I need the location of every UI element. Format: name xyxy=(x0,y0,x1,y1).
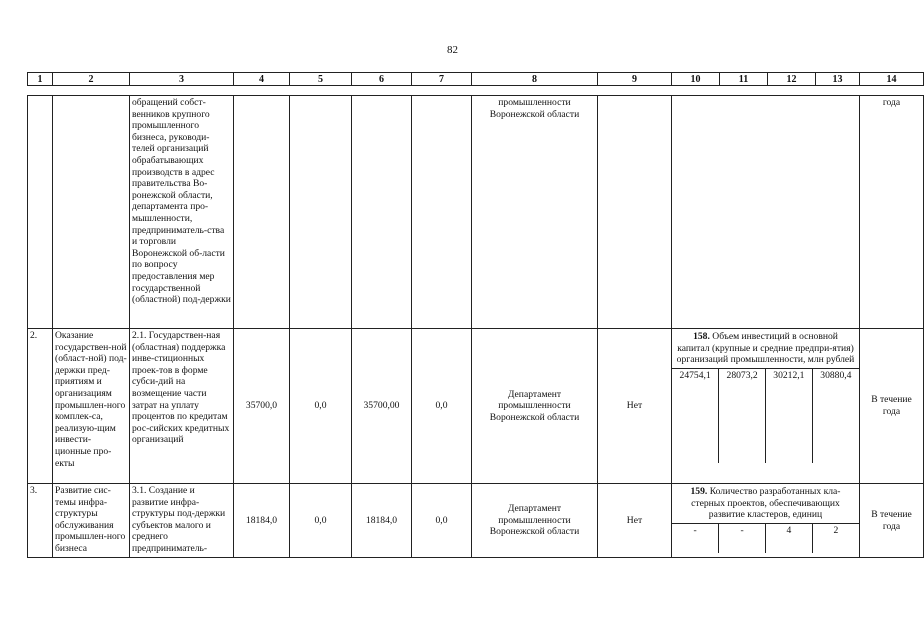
header-col-10: 10 xyxy=(672,73,720,86)
indicator-value: 24754,1 xyxy=(672,368,719,463)
executor-cell: Департамент промышленности Воронежской области xyxy=(472,484,598,558)
indicator-text: Объем инвестиций в основной капитал (крупные и средние предпри-ятия) организаций промышленности, млн рублей xyxy=(676,331,855,366)
event-cell: 3.1. Создание и развитие инфра-структуры под-держки субъектов малого и среднего предприниматель- xyxy=(130,484,234,558)
indicator-value: 30212,1 xyxy=(766,368,813,463)
header-col-11: 11 xyxy=(720,73,768,86)
term-cell: В течение года xyxy=(860,484,924,558)
header-col-6: 6 xyxy=(352,73,412,86)
event-cell: обращений собст-венников крупного промышленного бизнеса, руководи-телей организаций обрабатывающих производств в адрес правительства Во-ронежской области, департамента про-мышленности, предприниматель-ства и торговли Воронежской об-ласти по вопросу предоставления мер государственной (областной) под-держки xyxy=(130,96,234,329)
header-col-2: 2 xyxy=(53,73,130,86)
funding-total xyxy=(234,96,290,329)
header-col-9: 9 xyxy=(598,73,672,86)
indicator-title xyxy=(672,329,859,368)
indicator-cell xyxy=(672,484,860,558)
table-row xyxy=(28,96,924,329)
page-number: 82 xyxy=(447,44,458,56)
table-row xyxy=(28,484,924,558)
header-col-3: 3 xyxy=(130,73,234,86)
funding-regional: 18184,0 xyxy=(352,484,412,558)
task-cell: Оказание государствен-ной (област-ной) под-держки пред-приятиям и организациям промышлен-ного комплек-са, реализую-щим инвести-ционные про-екты xyxy=(53,329,130,484)
table-row xyxy=(28,329,924,484)
funding-federal: 0,0 xyxy=(290,329,352,484)
funding-other: 0,0 xyxy=(412,329,472,484)
executor-cell: промышленности Воронежской области xyxy=(472,96,598,329)
indicator-value: 28073,2 xyxy=(719,368,766,463)
header-col-5: 5 xyxy=(290,73,352,86)
col9-cell xyxy=(598,96,672,329)
indicator-value: 4 xyxy=(766,523,813,553)
funding-total: 18184,0 xyxy=(234,484,290,558)
col9-cell: Нет xyxy=(598,329,672,484)
indicator-cell xyxy=(672,329,860,484)
funding-regional xyxy=(352,96,412,329)
event-cell: 2.1. Государствен-ная (областная) поддержка инве-стиционных проек-тов в форме субси-дий на возмещение части затрат на уплату процентов по кредитам рос-сийских кредитных организаций xyxy=(130,329,234,484)
task-cell: Развитие сис-темы инфра-структуры обслуживания промышлен-ного бизнеса xyxy=(53,484,130,558)
term-cell: года xyxy=(860,96,924,329)
funding-federal xyxy=(290,96,352,329)
header-col-8: 8 xyxy=(472,73,598,86)
header-col-13: 13 xyxy=(816,73,860,86)
indicator-value: - xyxy=(672,523,719,553)
header-col-7: 7 xyxy=(412,73,472,86)
indicator-text: Количество разработанных кла-стерных проектов, обеспечивающих развитие кластеров, единиц xyxy=(691,486,841,521)
funding-other: 0,0 xyxy=(412,484,472,558)
indicator-cell xyxy=(672,96,860,329)
indicator-values xyxy=(672,523,859,554)
indicator-value: 2 xyxy=(812,523,859,553)
indicator-value: 30880,4 xyxy=(812,368,859,463)
indicator-number: 159. xyxy=(690,486,708,497)
column-number-header xyxy=(27,72,924,86)
indicator-number: 158. xyxy=(693,331,710,342)
task-cell xyxy=(53,96,130,329)
executor-cell: Департамент промышленности Воронежской области xyxy=(472,329,598,484)
indicator-value: - xyxy=(719,523,766,553)
term-cell: В течение года xyxy=(860,329,924,484)
col9-cell: Нет xyxy=(598,484,672,558)
funding-total: 35700,0 xyxy=(234,329,290,484)
header-col-14: 14 xyxy=(860,73,924,86)
row-number: 3. xyxy=(28,484,53,558)
indicator-title xyxy=(672,484,859,523)
row-number xyxy=(28,96,53,329)
row-number: 2. xyxy=(28,329,53,484)
indicator-values xyxy=(672,368,859,464)
header-col-12: 12 xyxy=(768,73,816,86)
funding-other xyxy=(412,96,472,329)
program-table xyxy=(27,95,924,558)
header-col-4: 4 xyxy=(234,73,290,86)
funding-regional: 35700,00 xyxy=(352,329,412,484)
funding-federal: 0,0 xyxy=(290,484,352,558)
header-col-1: 1 xyxy=(28,73,53,86)
